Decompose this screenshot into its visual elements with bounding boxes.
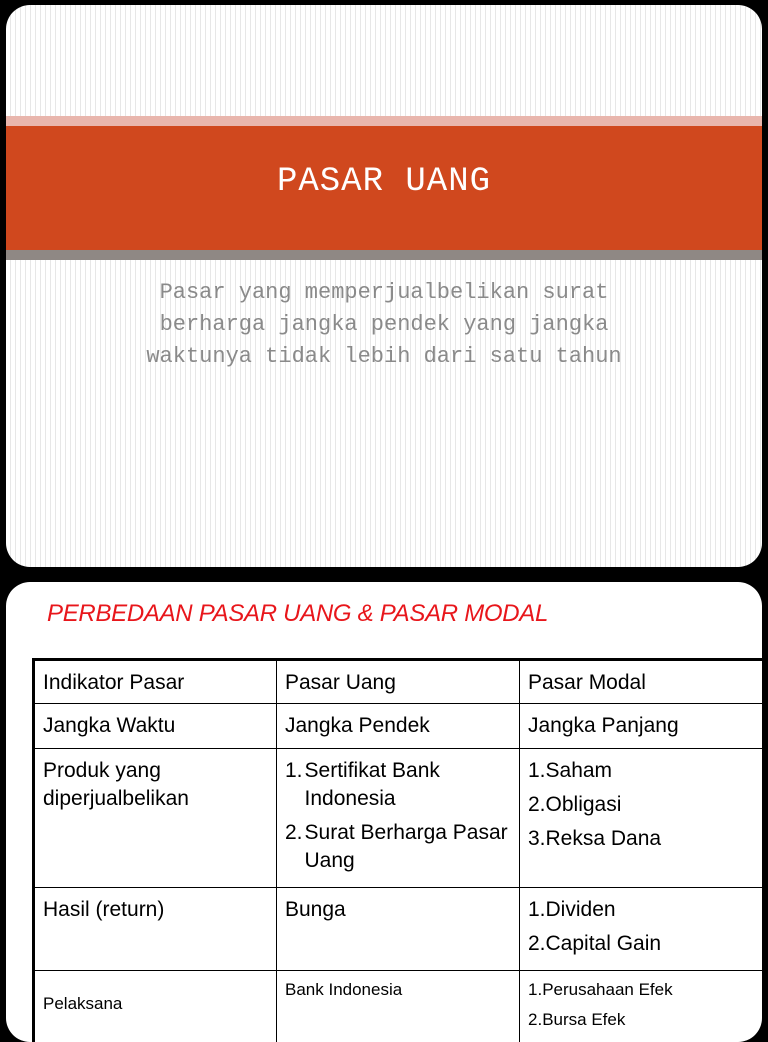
list-number: 2. xyxy=(285,819,303,875)
table-header-row xyxy=(34,660,763,704)
list-item xyxy=(285,757,511,813)
list-text: Bursa Efek xyxy=(542,1009,755,1031)
list-number: 1. xyxy=(285,757,303,813)
list-text: Saham xyxy=(546,757,755,785)
indicator-cell xyxy=(34,971,277,1042)
list-item xyxy=(528,757,755,785)
pasar-uang-cell: Jangka Pendek xyxy=(277,704,520,749)
title-top-stripe xyxy=(6,116,762,126)
list-text: Obligasi xyxy=(546,791,755,819)
pasar-modal-cell xyxy=(520,888,763,971)
table-row xyxy=(34,749,763,888)
list-item xyxy=(528,1009,755,1031)
list-text: Surat Berharga Pasar Uang xyxy=(303,819,511,875)
table-row xyxy=(34,888,763,971)
list-item xyxy=(528,791,755,819)
pasar-uang-cell xyxy=(277,749,520,888)
pasar-modal-cell xyxy=(520,971,763,1042)
list-number: 3. xyxy=(528,825,546,853)
slide-subtitle xyxy=(66,277,702,373)
list-number: 1. xyxy=(528,896,546,924)
indicator-text: Pelaksana xyxy=(43,979,268,1015)
list-text: Reksa Dana xyxy=(546,825,755,853)
list-item xyxy=(285,819,511,875)
pasar-modal-cell: Jangka Panjang xyxy=(520,704,763,749)
title-slide xyxy=(6,5,762,567)
header-cell: Pasar Modal xyxy=(520,660,763,704)
indicator-cell: Produk yang diperjualbelikan xyxy=(34,749,277,888)
list-text: Dividen xyxy=(546,896,755,924)
table-row xyxy=(34,704,763,749)
list-item xyxy=(528,979,755,1001)
table-row xyxy=(34,971,763,1042)
pasar-uang-cell: Bunga xyxy=(277,888,520,971)
header-cell: Pasar Uang xyxy=(277,660,520,704)
comparison-slide xyxy=(6,582,762,1042)
comparison-heading: PERBEDAAN PASAR UANG & PASAR MODAL xyxy=(47,600,548,628)
slide-title: PASAR UANG xyxy=(277,163,491,201)
list-number: 2. xyxy=(528,791,546,819)
subtitle-line: Pasar yang memperjualbelikan surat xyxy=(66,277,702,309)
list-number: 1. xyxy=(528,979,542,1001)
indicator-cell: Jangka Waktu xyxy=(34,704,277,749)
list-number: 1. xyxy=(528,757,546,785)
title-band xyxy=(6,126,762,250)
comparison-table xyxy=(32,658,762,1042)
header-cell: Indikator Pasar xyxy=(34,660,277,704)
list-item xyxy=(528,825,755,853)
list-text: Sertifikat Bank Indonesia xyxy=(303,757,511,813)
list-number: 2. xyxy=(528,1009,542,1031)
subtitle-line: berharga jangka pendek yang jangka xyxy=(66,309,702,341)
list-text: Capital Gain xyxy=(546,930,755,958)
pasar-modal-cell xyxy=(520,749,763,888)
list-item xyxy=(528,896,755,924)
list-text: Perusahaan Efek xyxy=(542,979,755,1001)
indicator-cell: Hasil (return) xyxy=(34,888,277,971)
list-item xyxy=(528,930,755,958)
pasar-uang-cell: Bank Indonesia xyxy=(277,971,520,1042)
list-number: 2. xyxy=(528,930,546,958)
title-bottom-stripe xyxy=(6,250,762,260)
subtitle-line: waktunya tidak lebih dari satu tahun xyxy=(66,341,702,373)
